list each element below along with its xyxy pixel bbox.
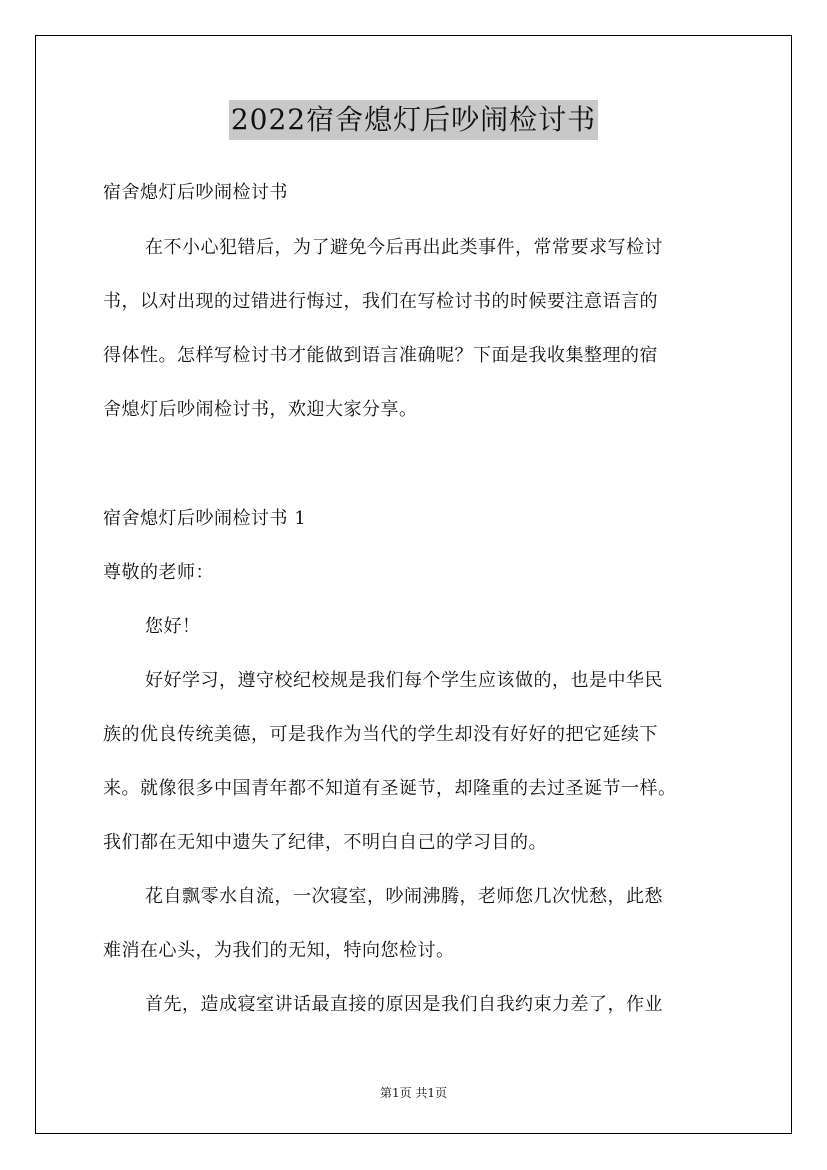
para1-line-2: 族的优良传统美德，可是我作为当代的学生却没有好好的把它延续下 [103,724,658,745]
title-container [0,100,827,140]
intro-line-1: 在不小心犯错后，为了避免今后再出此类事件，常常要求写检讨 [145,237,663,258]
greeting: 您好！ [145,616,201,637]
intro-line-4: 舍熄灯后吵闹检讨书，欢迎大家分享。 [103,399,418,420]
para1-line-3: 来。就像很多中国青年都不知道有圣诞节，却隆重的去过圣诞节一样。 [103,778,677,799]
para2-line-2: 难消在心头，为我们的无知，特向您检讨。 [103,940,455,961]
para1-line-1: 好好学习，遵守校纪校规是我们每个学生应该做的，也是中华民 [145,670,663,691]
para2-line-1: 花自飘零水自流，一次寝室，吵闹沸腾，老师您几次忧愁，此愁 [145,886,663,907]
para1-line-4: 我们都在无知中遗失了纪律，不明白自己的学习目的。 [103,832,547,853]
document-subtitle: 宿舍熄灯后吵闹检讨书 [103,182,288,203]
document-title: 2022宿舍熄灯后吵闹检讨书 [229,100,598,140]
para3-line-1: 首先，造成寝室讲话最直接的原因是我们自我约束力差了，作业 [145,994,663,1015]
section-heading: 宿舍熄灯后吵闹检讨书 1 [103,508,307,529]
salutation: 尊敬的老师： [103,562,214,583]
intro-line-3: 得体性。怎样写检讨书才能做到语言准确呢？下面是我收集整理的宿 [103,345,658,366]
intro-line-2: 书，以对出现的过错进行悔过，我们在写检讨书的时候要注意语言的 [103,291,658,312]
page-footer: 第1页 共1页 [379,1086,448,1100]
